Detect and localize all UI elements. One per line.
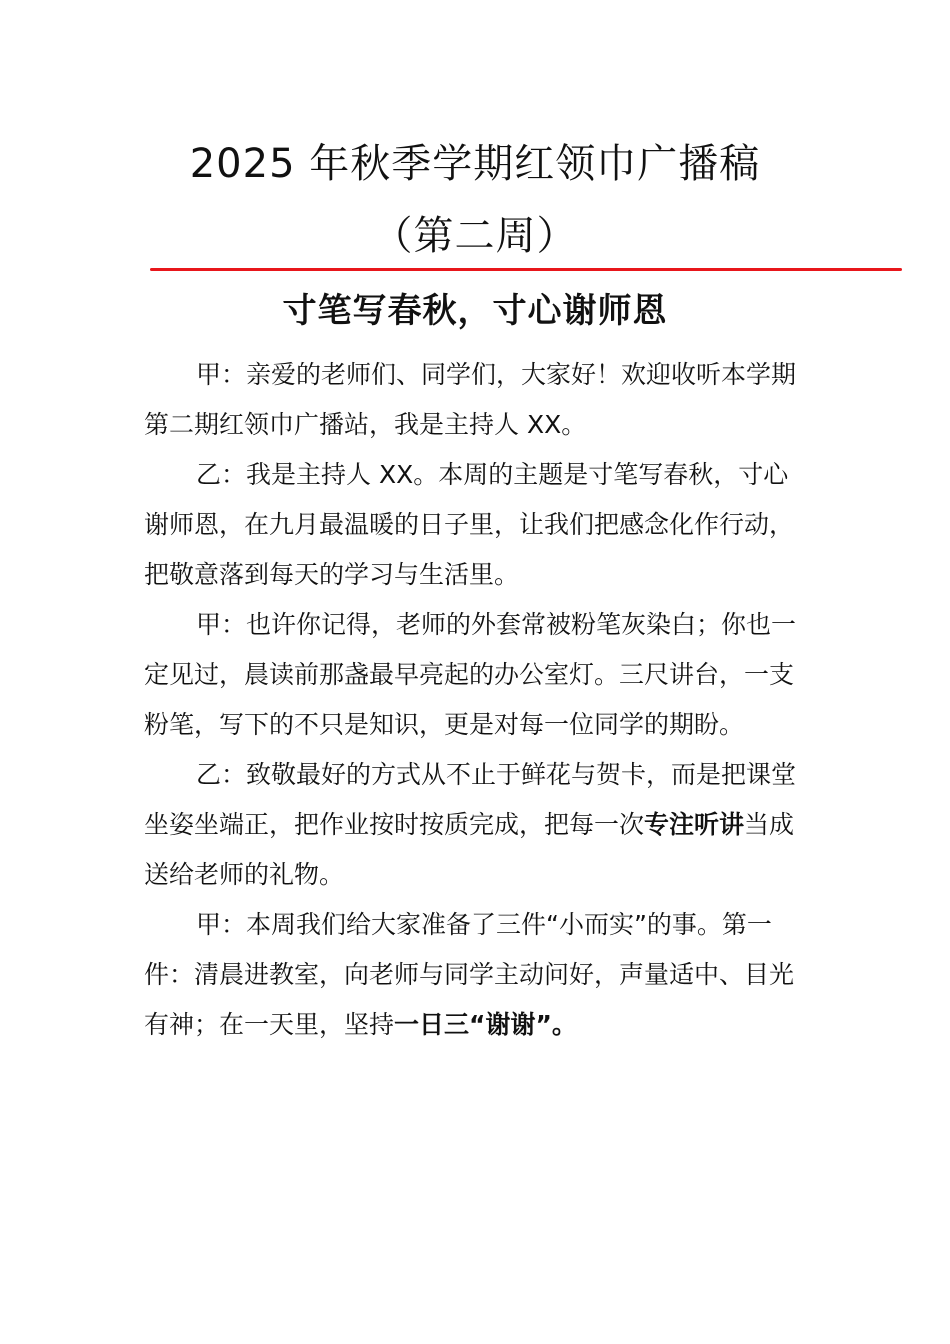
emphasis-text: 一日三“谢谢” xyxy=(394,1010,552,1039)
paragraph-text: 甲：本周我们给大家准备了三件“小而实”的事。第一件：清晨进教室，向老师与同学主动问好，声量适中、目光有神；在一天里，坚持 xyxy=(144,910,795,1039)
dialogue-paragraph-2: 乙：我是主持人 XX。本周的主题是寸笔写春秋，寸心谢师恩，在九月最温暖的日子里，让我们把感念化作行动，把敬意落到每天的学习与生活里。 xyxy=(144,460,795,589)
title-divider xyxy=(150,268,902,271)
dialogue-paragraph-1: 甲：亲爱的老师们、同学们，大家好！欢迎收听本学期第二期红领巾广播站，我是主持人 XX。 xyxy=(144,360,797,439)
broadcast-script-body xyxy=(144,350,804,1050)
dialogue-paragraph-4 xyxy=(144,750,804,900)
paragraph-text: 。 xyxy=(551,1010,577,1039)
document-title: 2025 年秋季学期红领巾广播稿 xyxy=(189,141,761,187)
paragraph-text: 乙：致敬最好的方式从不止于鲜花与贺卡，而是把课堂坐姿坐端正，把作业按时按质完成，把每一次 xyxy=(144,760,797,839)
dialogue-paragraph-5 xyxy=(144,900,804,1050)
dialogue-paragraph-3: 甲：也许你记得，老师的外套常被粉笔灰染白；你也一定见过，晨读前那盏最早亮起的办公室灯。三尺讲台，一支粉笔，写下的不只是知识，更是对每一位同学的期盼。 xyxy=(144,610,797,739)
paragraph-text: 当成送给老师的礼物。 xyxy=(144,810,795,889)
emphasis-text: 专注听讲 xyxy=(644,810,745,839)
document-subtitle: 寸笔写春秋，寸心谢师恩 xyxy=(282,291,668,331)
document-title-week: （第二周） xyxy=(372,213,578,259)
